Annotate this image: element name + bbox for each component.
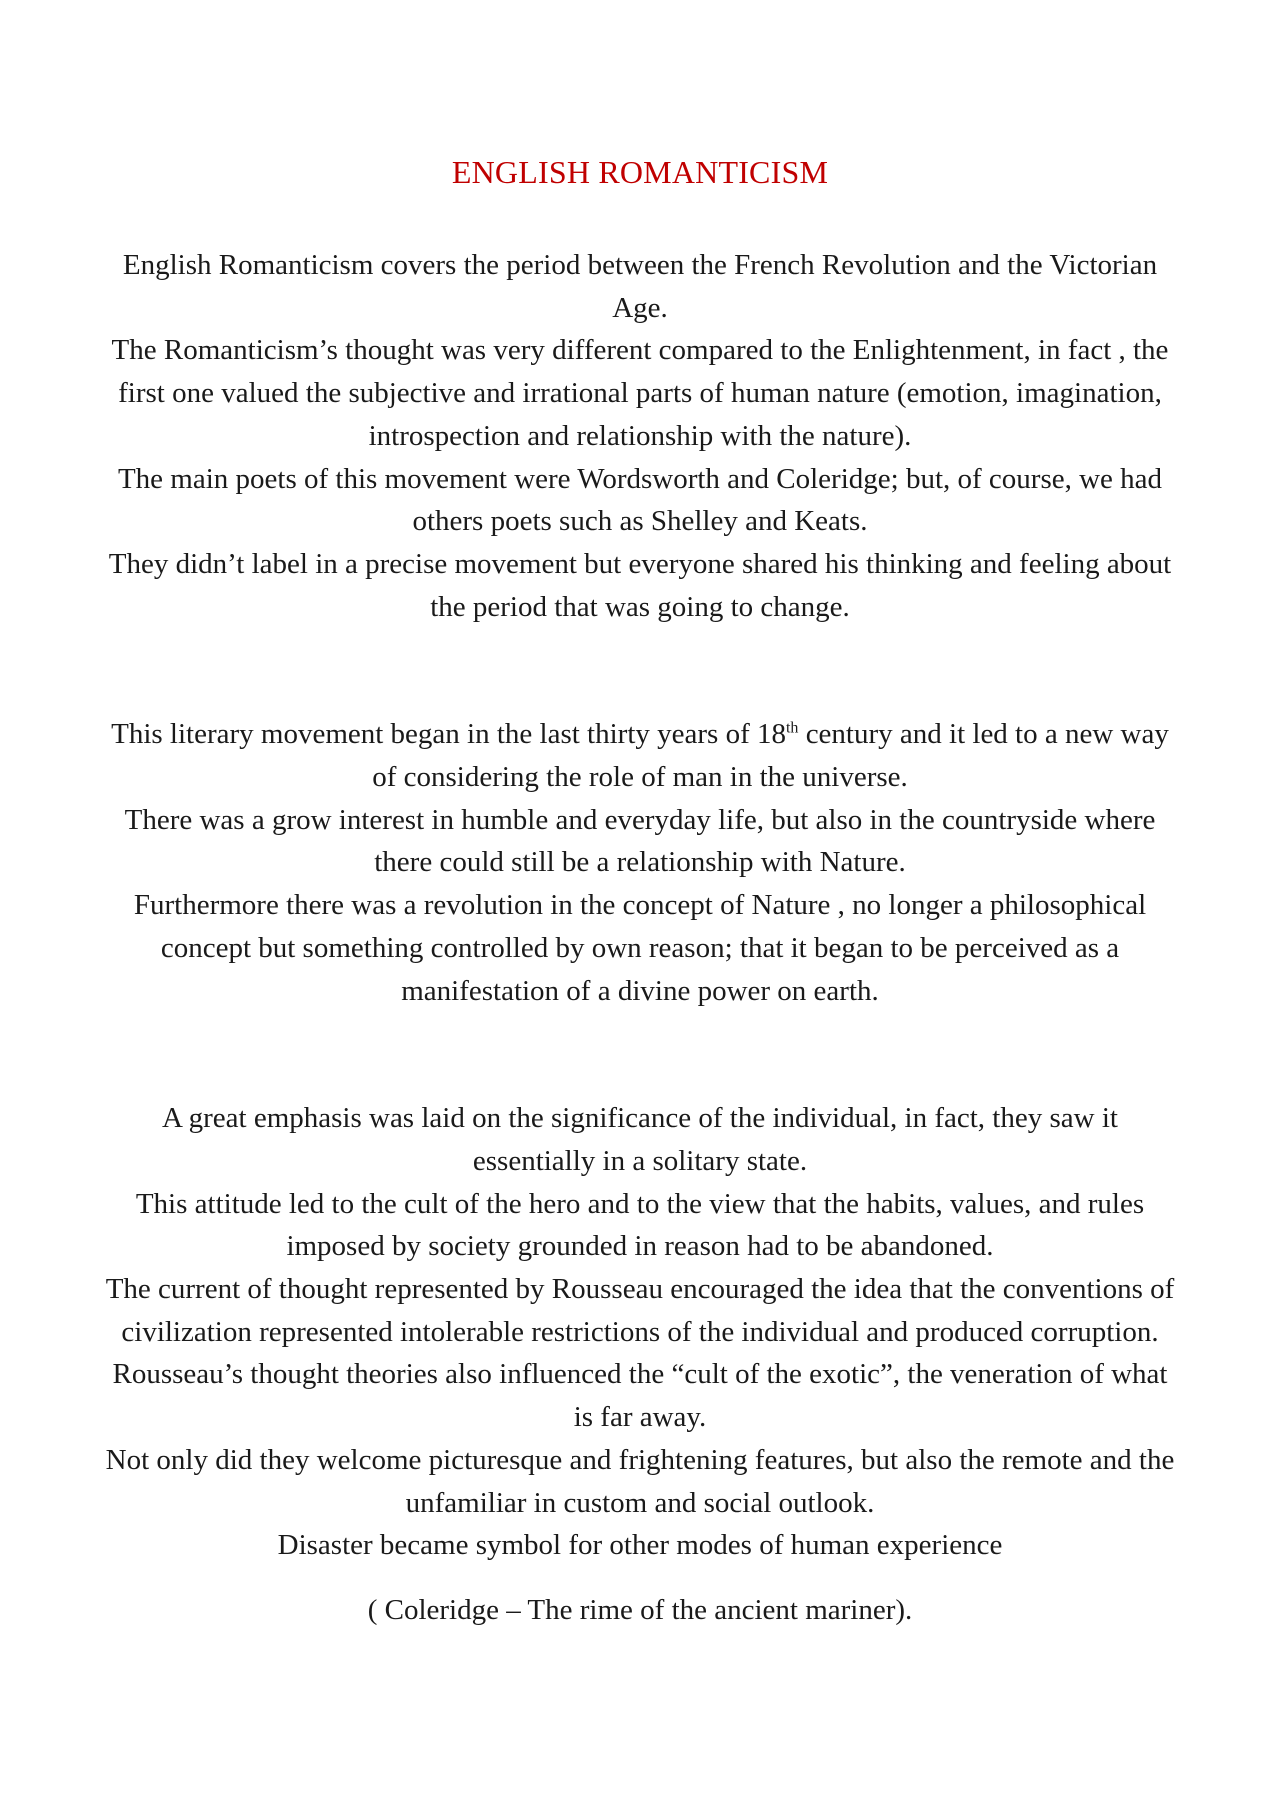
paragraph: There was a grow interest in humble and everyday life, but also in the countryside where there could still be a relationship with Nature. xyxy=(124,803,1156,879)
text-run: This literary movement began in the last thirty years of 18 xyxy=(111,718,786,751)
section-individual xyxy=(100,1097,1180,1631)
paragraph: A great emphasis was laid on the significance of the individual, in fact, they saw it essentially in a solitary state. xyxy=(162,1102,1118,1177)
paragraph: This attitude led to the cult of the hero and to the view that the habits, values, and rules imposed by society grounded in reason had to be abandoned. xyxy=(135,1187,1145,1263)
section-intro xyxy=(100,244,1180,628)
document-title: ENGLISH ROMANTICISM xyxy=(451,154,829,190)
paragraph: The main poets of this movement were Wordsworth and Coleridge; but, of course, we had others poets such as Shelley and Keats. xyxy=(117,462,1163,538)
document-body xyxy=(100,244,1180,1632)
section-movement xyxy=(100,713,1180,1012)
paragraph: Rousseau’s thought theories also influenced the “cult of the exotic”, the veneration of what is far away. xyxy=(112,1358,1168,1434)
paragraph-spacer xyxy=(100,628,1180,713)
paragraph-spacer xyxy=(100,1567,1180,1589)
paragraph xyxy=(100,713,1180,798)
paragraph: English Romanticism covers the period between the French Revolution and the Victorian Age. xyxy=(122,249,1158,324)
paragraph: Disaster became symbol for other modes of human experience xyxy=(277,1529,1003,1562)
paragraph: Not only did they welcome picturesque and frightening features, but also the remote and the unfamiliar in custom and social outlook. xyxy=(105,1443,1175,1519)
superscript: th xyxy=(785,719,799,737)
paragraph: They didn’t label in a precise movement but everyone shared his thinking and feeling about the period that was going to change. xyxy=(108,547,1172,623)
text-run: century and it led to a new way of considering the role of man in the universe. xyxy=(372,718,1169,794)
paragraph: The current of thought represented by Rousseau encouraged the idea that the conventions of civilization represented intolerable restrictions of the individual and produced corruption. xyxy=(105,1273,1175,1348)
paragraph: The Romanticism’s thought was very different compared to the Enlightenment, in fact , the first one valued the subjective and irrational parts of human nature (emotion, imagination, introspection and relationship with the nature). xyxy=(111,334,1169,452)
paragraph-citation: ( Coleridge – The rime of the ancient mariner). xyxy=(367,1593,913,1626)
paragraph-spacer xyxy=(100,1012,1180,1097)
paragraph: Furthermore there was a revolution in the concept of Nature , no longer a philosophical concept but something controlled by own reason; that it began to be perceived as a manifestation of a divine power on earth. xyxy=(133,889,1147,1007)
